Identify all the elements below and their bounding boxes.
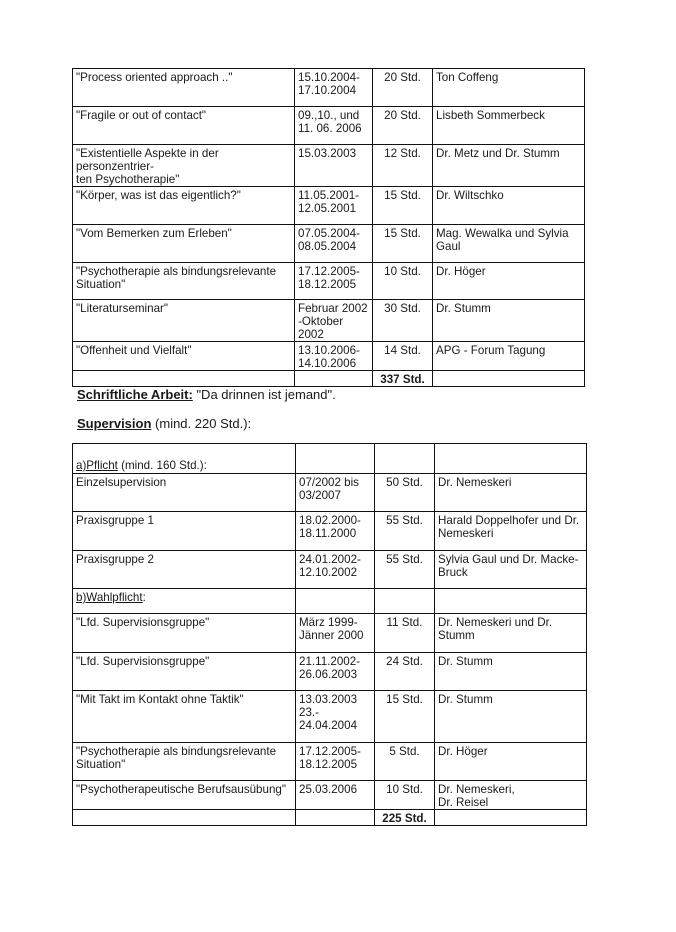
seminar-hours: 15 Std. xyxy=(373,187,433,225)
table-row xyxy=(73,263,585,300)
seminar-leader: Dr. Wiltschko xyxy=(433,187,585,225)
empty-cell xyxy=(375,589,435,614)
empty-cell xyxy=(73,371,295,387)
supervision-hours: 10 Std. xyxy=(375,781,435,810)
seminars-total: 337 Std. xyxy=(373,371,433,387)
section-row-pflicht xyxy=(73,444,587,474)
supervision-title: "Lfd. Supervisionsgruppe" xyxy=(73,614,296,653)
seminar-leader: Mag. Wewalka und Sylvia Gaul xyxy=(433,225,585,263)
seminar-date: Februar 2002 -Oktober 2002 xyxy=(295,300,373,342)
supervision-hours: 50 Std. xyxy=(375,474,435,512)
table-row xyxy=(73,551,587,589)
table-row xyxy=(73,691,587,743)
supervision-date: 24.01.2002- 12.10.2002 xyxy=(296,551,375,589)
table-row xyxy=(73,614,587,653)
supervision-title: "Psychotherapeutische Berufsausübung" xyxy=(73,781,296,810)
supervision-total: 225 Std. xyxy=(375,810,435,826)
table-row xyxy=(73,145,585,187)
table-row xyxy=(73,512,587,551)
seminar-title: "Körper, was ist das eigentlich?" xyxy=(73,187,295,225)
wahlpflicht-colon: : xyxy=(142,591,146,604)
seminar-hours: 10 Std. xyxy=(373,263,433,300)
supervision-leader: Dr. Nemeskeri und Dr. Stumm xyxy=(435,614,587,653)
table-row xyxy=(73,300,585,342)
seminar-date: 07.05.2004- 08.05.2004 xyxy=(295,225,373,263)
seminar-leader: Ton Coffeng xyxy=(433,69,585,107)
supervision-leader: Dr. Stumm xyxy=(435,653,587,691)
written-work-label: Schriftliche Arbeit: xyxy=(77,387,193,402)
supervision-hours: 55 Std. xyxy=(375,551,435,589)
empty-cell xyxy=(375,444,435,474)
seminar-hours: 20 Std. xyxy=(373,107,433,145)
table-row xyxy=(73,107,585,145)
supervision-date: 18.02.2000- 18.11.2000 xyxy=(296,512,375,551)
seminar-hours: 14 Std. xyxy=(373,342,433,371)
seminar-hours: 30 Std. xyxy=(373,300,433,342)
seminar-title: "Fragile or out of contact" xyxy=(73,107,295,145)
pflicht-note: (mind. 160 Std.): xyxy=(117,459,207,472)
table-row xyxy=(73,342,585,371)
supervision-leader: Dr. Nemeskeri, Dr. Reisel xyxy=(435,781,587,810)
supervision-leader: Dr. Höger xyxy=(435,743,587,781)
supervision-note: (mind. 220 Std.): xyxy=(151,416,252,431)
supervision-title: Einzelsupervision xyxy=(73,474,296,512)
seminar-leader: Dr. Höger xyxy=(433,263,585,300)
supervision-date: 13.03.2003 23.- 24.04.2004 xyxy=(296,691,375,743)
supervision-title: "Mit Takt im Kontakt ohne Taktik" xyxy=(73,691,296,743)
table-row xyxy=(73,743,587,781)
empty-cell xyxy=(295,371,373,387)
seminar-leader: Dr. Metz und Dr. Stumm xyxy=(433,145,585,187)
seminar-title: "Literaturseminar" xyxy=(73,300,295,342)
table-row xyxy=(73,653,587,691)
supervision-date: März 1999- Jänner 2000 xyxy=(296,614,375,653)
seminar-title: "Offenheit und Vielfalt" xyxy=(73,342,295,371)
table-row xyxy=(73,69,585,107)
pflicht-label: a)Pflicht xyxy=(76,459,118,472)
supervision-hours: 55 Std. xyxy=(375,512,435,551)
empty-cell xyxy=(296,589,375,614)
total-row xyxy=(73,371,585,387)
empty-cell xyxy=(435,444,587,474)
written-work-title: "Da drinnen ist jemand". xyxy=(192,387,336,402)
seminar-date: 17.12.2005- 18.12.2005 xyxy=(295,263,373,300)
seminar-date: 15.10.2004- 17.10.2004 xyxy=(295,69,373,107)
wahlpflicht-label: b)Wahlpflicht xyxy=(76,591,143,604)
seminar-date: 13.10.2006- 14.10.2006 xyxy=(295,342,373,371)
empty-cell xyxy=(433,371,585,387)
empty-cell xyxy=(296,444,375,474)
seminar-title: "Psychotherapie als bindungsrelevante Situation" xyxy=(73,263,295,300)
supervision-hours: 11 Std. xyxy=(375,614,435,653)
supervision-label: Supervision xyxy=(77,416,152,431)
table-row xyxy=(73,187,585,225)
seminar-title: "Existentielle Aspekte in der personzentrier- ten Psychotherapie" xyxy=(73,145,295,187)
seminar-title: "Process oriented approach .." xyxy=(73,69,295,107)
supervision-date: 17.12.2005- 18.12.2005 xyxy=(296,743,375,781)
table-row xyxy=(73,225,585,263)
supervision-leader: Sylvia Gaul und Dr. Macke- Bruck xyxy=(435,551,587,589)
empty-cell xyxy=(296,810,375,826)
total-row xyxy=(73,810,587,826)
table-row xyxy=(73,781,587,810)
supervision-title: "Lfd. Supervisionsgruppe" xyxy=(73,653,296,691)
seminar-hours: 20 Std. xyxy=(373,69,433,107)
supervision-hours: 24 Std. xyxy=(375,653,435,691)
seminar-hours: 15 Std. xyxy=(373,225,433,263)
supervision-hours: 15 Std. xyxy=(375,691,435,743)
wahlpflicht-heading xyxy=(73,589,296,614)
table-row xyxy=(73,474,587,512)
supervision-leader: Dr. Nemeskeri xyxy=(435,474,587,512)
seminar-date: 09.,10., und 11. 06. 2006 xyxy=(295,107,373,145)
supervision-date: 21.11.2002- 26.06.2003 xyxy=(296,653,375,691)
seminar-leader: APG - Forum Tagung xyxy=(433,342,585,371)
supervision-date: 25.03.2006 xyxy=(296,781,375,810)
supervision-title: Praxisgruppe 2 xyxy=(73,551,296,589)
seminar-table xyxy=(72,68,585,387)
pflicht-heading xyxy=(73,444,296,474)
seminar-leader: Dr. Stumm xyxy=(433,300,585,342)
written-work-line xyxy=(77,388,336,401)
empty-cell xyxy=(435,589,587,614)
supervision-date: 07/2002 bis 03/2007 xyxy=(296,474,375,512)
empty-cell xyxy=(73,810,296,826)
seminar-date: 15.03.2003 xyxy=(295,145,373,187)
supervision-title: "Psychotherapie als bindungsrelevante Situation" xyxy=(73,743,296,781)
supervision-table xyxy=(72,443,587,826)
supervision-heading xyxy=(77,417,251,430)
seminar-date: 11.05.2001- 12.05.2001 xyxy=(295,187,373,225)
supervision-hours: 5 Std. xyxy=(375,743,435,781)
supervision-leader: Harald Doppelhofer und Dr. Nemeskeri xyxy=(435,512,587,551)
seminar-hours: 12 Std. xyxy=(373,145,433,187)
supervision-leader: Dr. Stumm xyxy=(435,691,587,743)
supervision-title: Praxisgruppe 1 xyxy=(73,512,296,551)
seminar-title: "Vom Bemerken zum Erleben" xyxy=(73,225,295,263)
section-row-wahlpflicht xyxy=(73,589,587,614)
empty-cell xyxy=(435,810,587,826)
seminar-leader: Lisbeth Sommerbeck xyxy=(433,107,585,145)
